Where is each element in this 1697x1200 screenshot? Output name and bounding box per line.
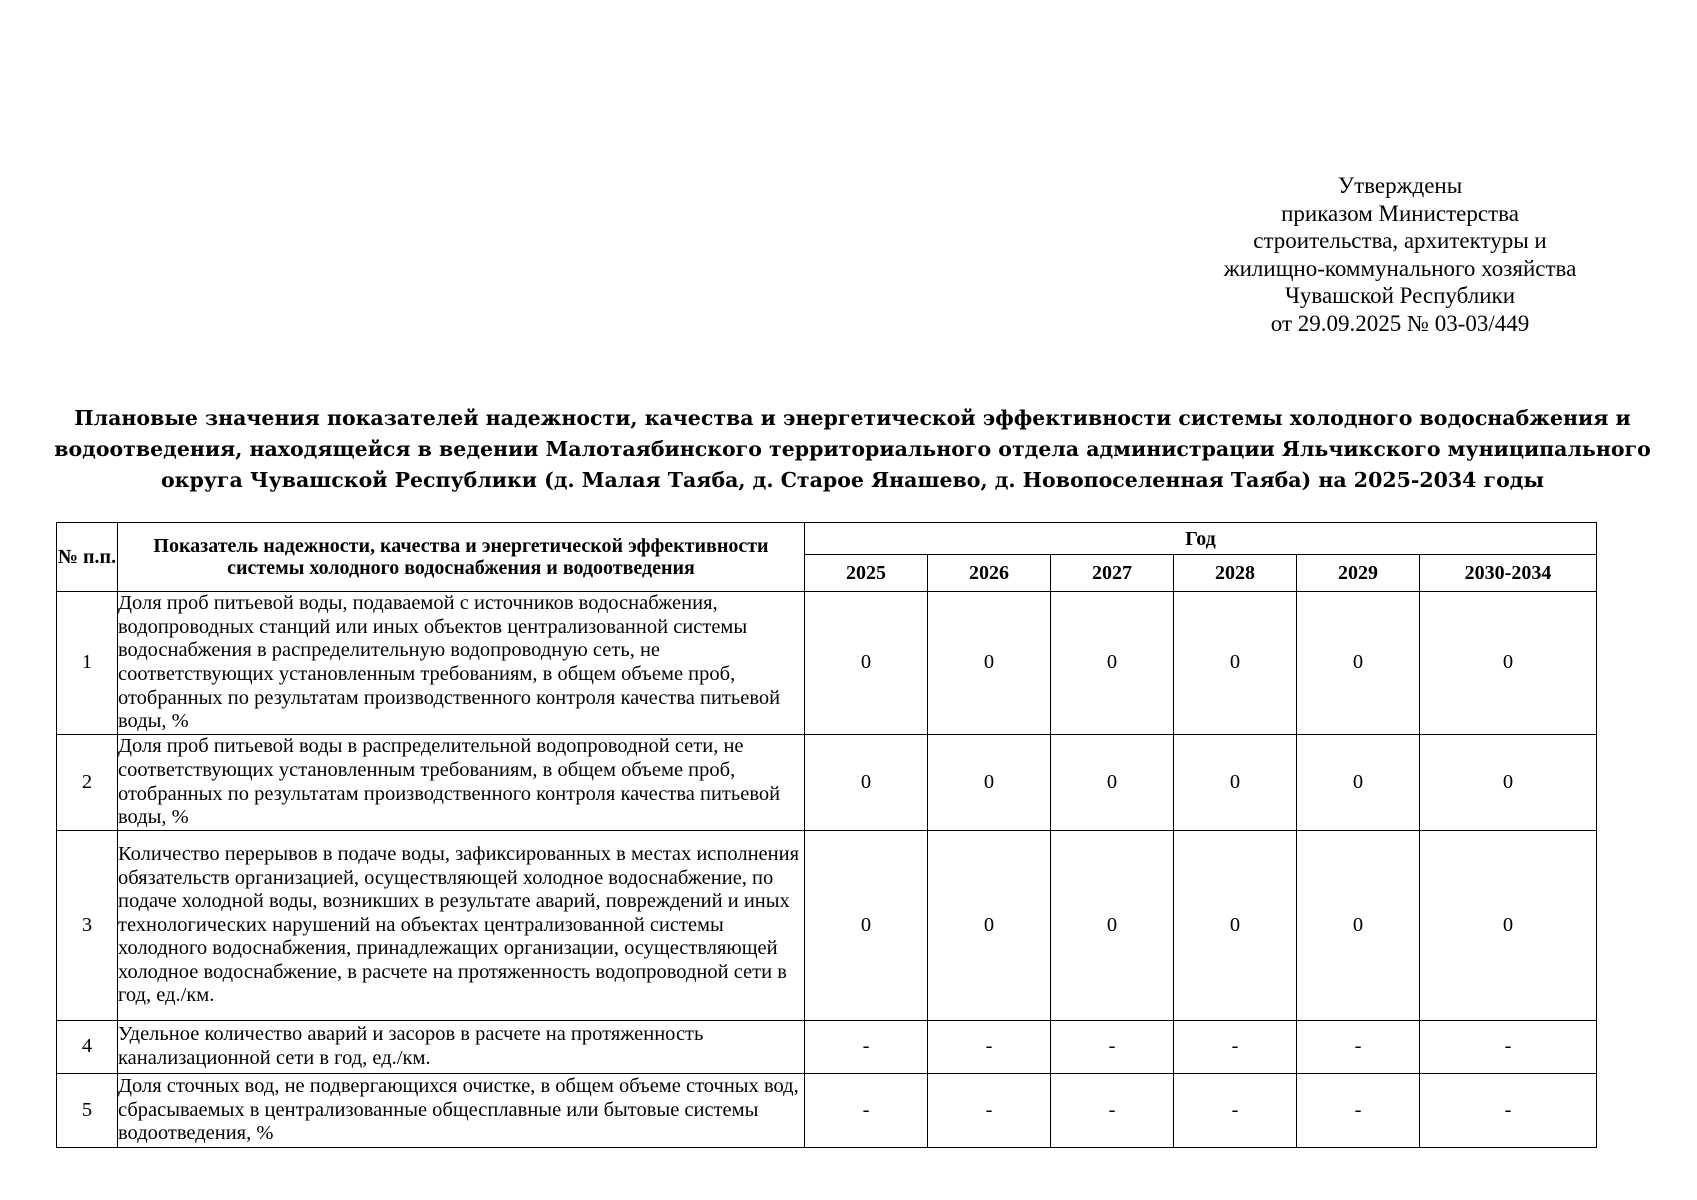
row-value: 0 xyxy=(1420,735,1597,831)
header-indicator: Показатель надежности, качества и энергетической эффективности системы холодного водоснабжения и водоотведения xyxy=(118,523,805,592)
approval-block xyxy=(1150,172,1650,337)
row-value: - xyxy=(1420,1074,1597,1148)
row-value: - xyxy=(1297,1074,1420,1148)
header-year: 2028 xyxy=(1174,555,1297,592)
title-line: округа Чувашской Республики (д. Малая Таяба, д. Старое Янашево, д. Новопоселенная Таяба) на 2025-2034 годы xyxy=(160,468,1545,492)
row-value: 0 xyxy=(805,592,928,735)
row-value: - xyxy=(1420,1021,1597,1074)
approval-line: приказом Министерства xyxy=(1281,200,1519,226)
row-value: - xyxy=(928,1021,1051,1074)
row-value: 0 xyxy=(805,831,928,1021)
row-value: - xyxy=(805,1074,928,1148)
row-value: - xyxy=(805,1021,928,1074)
row-value: - xyxy=(1297,1021,1420,1074)
approval-line: Утверждены xyxy=(1337,173,1463,198)
approval-line: строительства, архитектуры и xyxy=(1253,228,1547,253)
table-row xyxy=(57,1074,1597,1148)
row-num: 4 xyxy=(57,1021,118,1074)
row-num: 2 xyxy=(57,735,118,831)
row-value: 0 xyxy=(1174,735,1297,831)
row-value: 0 xyxy=(1051,735,1174,831)
row-value: 0 xyxy=(1297,735,1420,831)
header-year: 2027 xyxy=(1051,555,1174,592)
title-line: водоотведения, находящейся в ведении Малотаябинского территориального отдела администрации Яльчикского муниципального xyxy=(54,437,1651,461)
row-indicator: Удельное количество аварий и засоров в расчете на протяженность канализационной сети в год, ед./км. xyxy=(118,1021,805,1074)
row-value: 0 xyxy=(1174,592,1297,735)
indicators-table xyxy=(56,522,1597,1148)
row-value: 0 xyxy=(1297,592,1420,735)
header-year: 2030-2034 xyxy=(1420,555,1597,592)
row-value: 0 xyxy=(1297,831,1420,1021)
row-value: - xyxy=(1051,1021,1174,1074)
header-year-group: Год xyxy=(805,523,1597,555)
row-value: - xyxy=(1174,1021,1297,1074)
row-value: - xyxy=(928,1074,1051,1148)
row-value: 0 xyxy=(1051,592,1174,735)
approval-line: жилищно-коммунального хозяйства xyxy=(1223,255,1577,281)
row-value: 0 xyxy=(928,831,1051,1021)
header-num: № п.п. xyxy=(57,523,118,592)
row-num: 3 xyxy=(57,831,118,1021)
title-line: Плановые значения показателей надежности, качества и энергетической эффективности системы холодного водоснабжения и xyxy=(74,406,1631,430)
header-year: 2029 xyxy=(1297,555,1420,592)
document-title xyxy=(40,403,1665,496)
row-indicator: Доля проб питьевой воды в распределительной водопроводной сети, не соответствующих установленным требованиям, в общем объеме проб, отобранных по результатам производственного контроля качества питьевой воды, % xyxy=(118,735,805,831)
row-value: 0 xyxy=(1051,831,1174,1021)
approval-line: от 29.09.2025 № 03-03/449 xyxy=(1270,310,1530,336)
row-indicator: Доля сточных вод, не подвергающихся очистке, в общем объеме сточных вод, сбрасываемых в централизованные общесплавные или бытовые системы водоотведения, % xyxy=(118,1074,805,1148)
row-indicator: Доля проб питьевой воды, подаваемой с источников водоснабжения, водопроводных станций или иных объектов централизованной системы водоснабжения в распределительную водопроводную сеть, не соответствующих установленным требованиям, в общем объеме проб, отобранных по результатам производственного контроля качества питьевой воды, % xyxy=(118,592,805,735)
table-header-row xyxy=(57,523,1597,555)
row-value: 0 xyxy=(928,592,1051,735)
table-row xyxy=(57,1021,1597,1074)
row-indicator: Количество перерывов в подаче воды, зафиксированных в местах исполнения обязательств организацией, осуществляющей холодное водоснабжение, по подаче холодной воды, возникших в результате аварий, повреждений и иных технологических нарушений на объектах централизованной системы холодного водоснабжения, принадлежащих организации, осуществляющей холодное водоснабжение, в расчете на протяженность водопроводной сети в год, ед./км. xyxy=(118,831,805,1021)
table-row xyxy=(57,831,1597,1021)
row-value: 0 xyxy=(805,735,928,831)
header-year: 2026 xyxy=(928,555,1051,592)
row-num: 5 xyxy=(57,1074,118,1148)
row-value: - xyxy=(1051,1074,1174,1148)
table-row xyxy=(57,592,1597,735)
row-value: 0 xyxy=(928,735,1051,831)
row-value: - xyxy=(1174,1074,1297,1148)
row-value: 0 xyxy=(1174,831,1297,1021)
row-value: 0 xyxy=(1420,592,1597,735)
table-row xyxy=(57,735,1597,831)
row-value: 0 xyxy=(1420,831,1597,1021)
row-num: 1 xyxy=(57,592,118,735)
header-year: 2025 xyxy=(805,555,928,592)
approval-line: Чувашской Республики xyxy=(1284,283,1516,308)
